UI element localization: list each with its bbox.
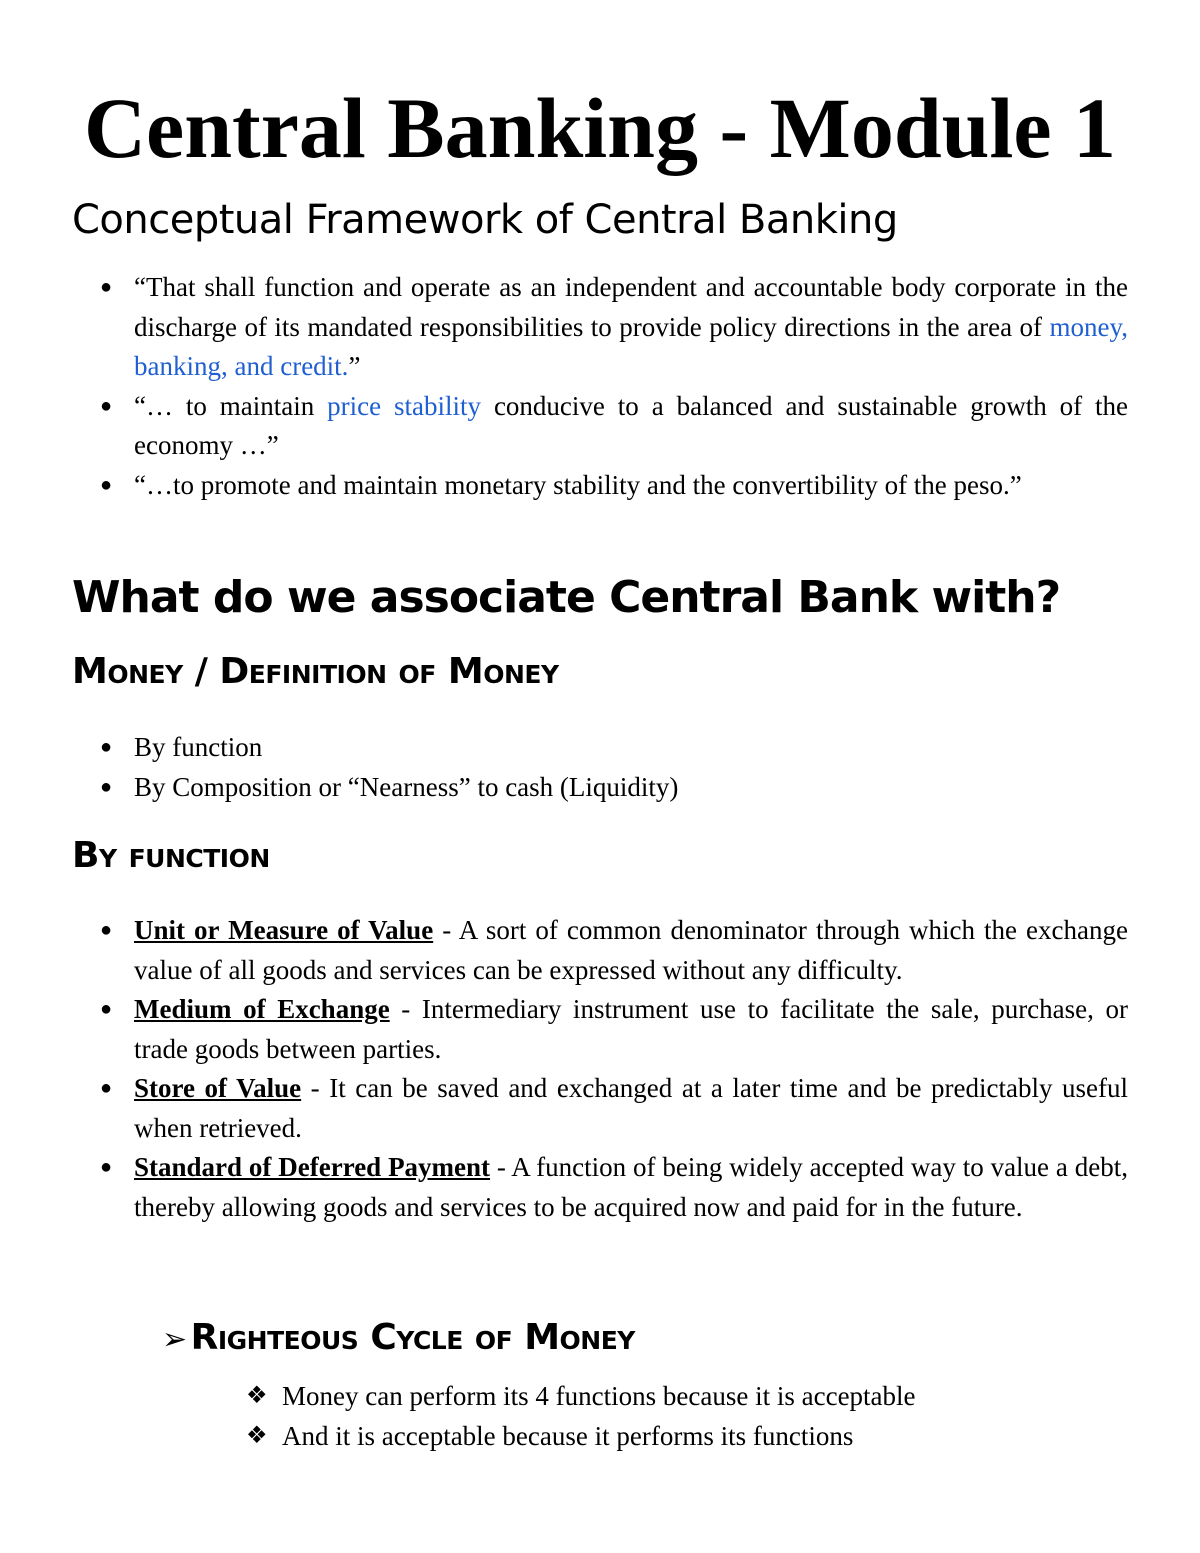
quote-text: “… to maintain [134, 390, 328, 421]
quote-text-end: ” [348, 351, 361, 381]
bullet-dot-icon: ● [100, 276, 113, 298]
bullet-dot-icon: ● [100, 394, 113, 417]
quote-highlight: money, banking, and credit. [134, 311, 1128, 381]
function-desc: - It can be saved and exchanged at a later time and be predictably useful when retrieved. [134, 1073, 1129, 1143]
list-item [0, 728, 1200, 768]
quote-text: “…to promote and maintain monetary stability and the convertibility of the peso.” [134, 469, 1022, 500]
section-heading-conceptual-framework: Conceptual Framework of Central Banking [72, 197, 898, 243]
four-diamond-bullet-icon: ❖ [246, 1422, 268, 1449]
page-title: Central Banking - Module 1 [83, 80, 1117, 176]
list-item [0, 1148, 1200, 1227]
function-desc: - A sort of common denominator through which the exchange value of all goods and services can be expressed without any difficulty. [134, 915, 1128, 985]
function-desc: - A function of being widely accepted way to value a debt, thereby allowing goods and services to be acquired now and paid for in the future. [134, 1152, 1128, 1222]
quote-text: “That shall function and operate as an independent and accountable body corporate in the discharge of its mandated responsibilities to provide policy directions in the area of [134, 272, 1128, 342]
function-term: Store of Value [134, 1073, 302, 1103]
bullet-dot-icon: ● [100, 1156, 113, 1178]
list-item-text: By function [134, 732, 263, 762]
subheading-text: Righteous Cycle of Money [190, 1317, 635, 1358]
list-item-text: And it is acceptable because it performs its functions [282, 1420, 854, 1451]
list-item [0, 1377, 1200, 1417]
list-item [0, 990, 1200, 1069]
list-item [0, 466, 1200, 506]
list-item [0, 1417, 1200, 1457]
bullet-dot-icon: ● [100, 1077, 113, 1099]
function-term: Unit or Measure of Value [134, 915, 434, 945]
list-item [0, 1069, 1200, 1148]
four-diamond-bullet-icon: ❖ [246, 1383, 268, 1409]
subheading-money-definition: Money / Definition of Money [72, 651, 559, 692]
arrow-bullet-icon: ➢ [162, 1322, 187, 1357]
list-item-text: By Composition or “Nearness” to cash (Liquidity) [134, 771, 679, 802]
list-item-text: Money can perform its 4 functions because it is acceptable [282, 1381, 916, 1411]
bullet-dot-icon: ● [100, 473, 113, 496]
function-term: Standard of Deferred Payment [134, 1152, 491, 1182]
bullet-dot-icon: ● [100, 775, 113, 798]
quote-highlight: price stability [327, 390, 482, 421]
list-item [0, 387, 1200, 466]
conceptual-framework-list [0, 268, 1200, 505]
bullet-dot-icon: ● [100, 998, 113, 1020]
functions-list [0, 911, 1200, 1227]
section-heading-associate: What do we associate Central Bank with? [72, 572, 1061, 623]
money-definition-list [0, 728, 1200, 807]
function-term: Medium of Exchange [134, 994, 390, 1024]
quote-text-end: conducive to a balanced and sustainable growth of the economy …” [134, 390, 1128, 460]
bullet-dot-icon: ● [100, 736, 113, 758]
subheading-righteous-cycle [162, 1314, 635, 1364]
list-item [0, 268, 1200, 387]
list-item [0, 768, 1200, 808]
subheading-by-function: By function [72, 835, 270, 876]
righteous-cycle-list [0, 1377, 1200, 1456]
function-desc: - Intermediary instrument use to facilitate the sale, purchase, or trade goods between parties. [134, 994, 1128, 1064]
list-item [0, 911, 1200, 990]
bullet-dot-icon: ● [100, 919, 113, 941]
